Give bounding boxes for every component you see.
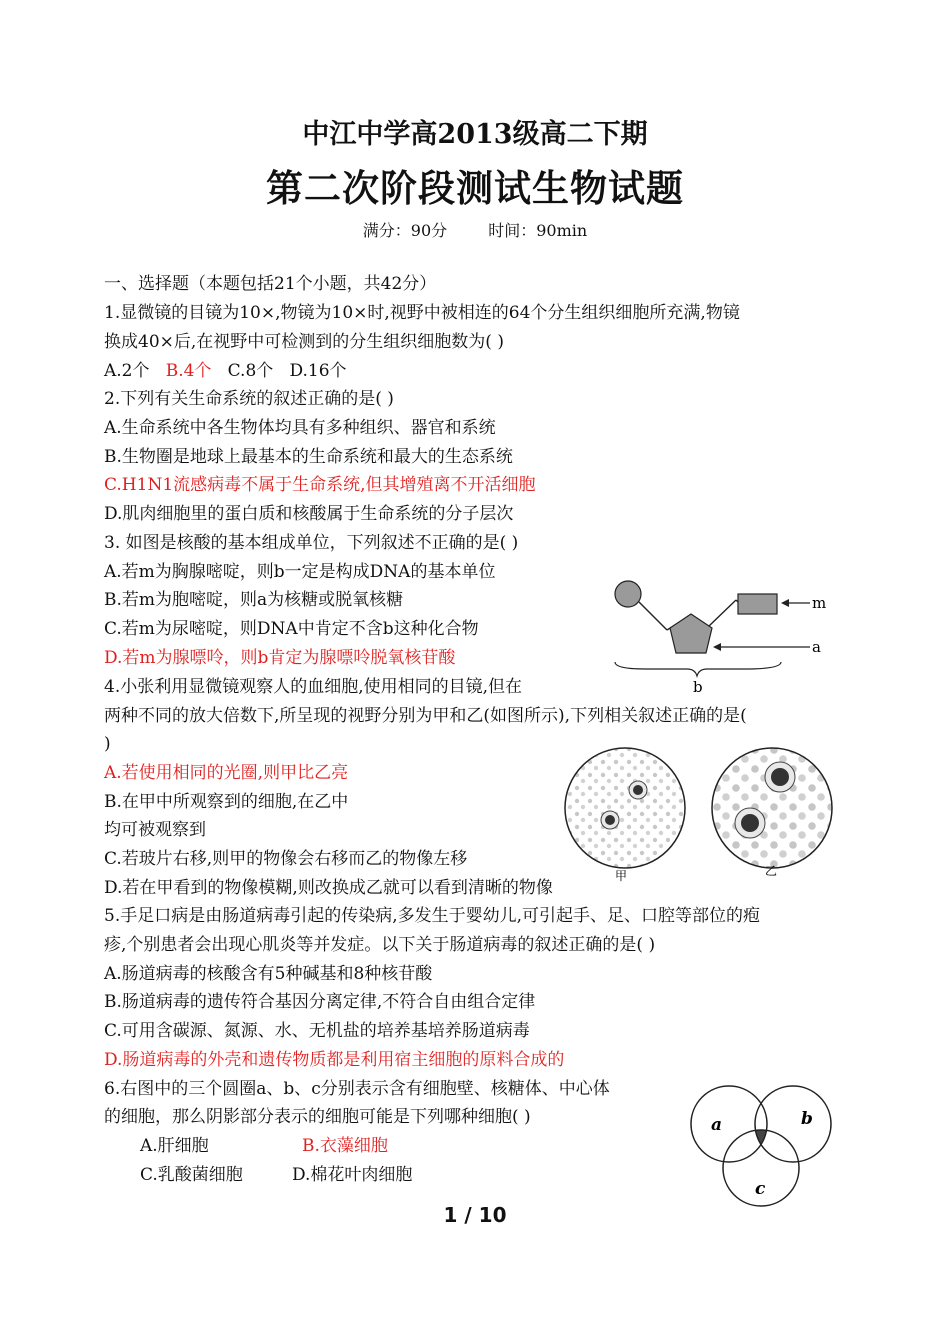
exam-title: 第二次阶段测试生物试题 xyxy=(266,166,684,210)
q4-option-a: A.若使用相同的光圈,则甲比乙亮 xyxy=(104,763,349,783)
q5-stem-line1: 5.手足口病是由肠道病毒引起的传染病,多发生于婴幼儿,可引起手、足、口腔等部位的疱 xyxy=(104,906,761,926)
exam-meta xyxy=(0,218,950,241)
q6-options-row1 xyxy=(140,1134,209,1158)
q1-option-d: D.16个 xyxy=(289,361,347,381)
q5-option-a: A.肠道病毒的核酸含有5种碱基和8种核苷酸 xyxy=(104,964,433,984)
q6-option-d: D.棉花叶肉细胞 xyxy=(292,1165,413,1185)
q4-stem-line1: 4.小张利用显微镜观察人的血细胞,使用相同的目镜,但在 xyxy=(104,677,523,697)
label-jia: 甲 xyxy=(615,869,628,883)
full-score: 满分：90分 xyxy=(362,221,448,240)
exam-time: 时间：90min xyxy=(488,221,588,240)
pentose-pentagon xyxy=(670,614,712,653)
q4-option-b-line1: B.在甲中所观察到的细胞,在乙中 xyxy=(104,792,349,812)
q4-option-b-line2: 均可被观察到 xyxy=(104,820,206,840)
q3-option-d: D.若m为腺嘌呤，则b肯定为腺嘌呤脱氧核苷酸 xyxy=(104,648,456,668)
q2-stem: 2.下列有关生命系统的叙述正确的是( ) xyxy=(104,389,394,409)
q4-stem-line3: ) xyxy=(104,734,111,754)
school-title: 中江中学高2013级高二下期 xyxy=(302,119,648,150)
q1-options xyxy=(104,359,347,383)
q6-stem-line2: 的细胞，那么阴影部分表示的细胞可能是下列哪种细胞( ) xyxy=(104,1107,531,1127)
q4-option-c: C.若玻片右移,则甲的物像会右移而乙的物像左移 xyxy=(104,849,468,869)
q6-stem-line1: 6.右图中的三个圆圈a、b、c分别表示含有细胞壁、核糖体、中心体 xyxy=(104,1079,610,1099)
q2-option-c: C.H1N1流感病毒不属于生命系统,但其增殖离不开活细胞 xyxy=(104,475,536,495)
microscope-fields xyxy=(560,745,850,885)
q2-option-a: A.生命系统中各生物体均具有多种组织、器官和系统 xyxy=(104,418,496,438)
q4-option-d: D.若在甲看到的物像模糊,则改换成乙就可以看到清晰的物像 xyxy=(104,878,553,898)
q6-option-a: A.肝细胞 xyxy=(140,1136,209,1156)
label-b: b xyxy=(693,678,703,696)
section-heading: 一、选择题（本题包括21个小题，共42分） xyxy=(104,274,437,294)
q3-stem: 3. 如图是核酸的基本组成单位，下列叙述不正确的是( ) xyxy=(104,533,519,553)
q5-option-d: D.肠道病毒的外壳和遗传物质都是利用宿主细胞的原料合成的 xyxy=(104,1050,565,1070)
q5-option-b: B.肠道病毒的遗传符合基因分离定律,不符合自由组合定律 xyxy=(104,992,536,1012)
label-a: a xyxy=(812,638,821,656)
venn-label-b: b xyxy=(801,1109,813,1129)
q1-option-a: A.2个 xyxy=(104,361,150,381)
q5-stem-line2: 疹,个别患者会出现心肌炎等并发症。以下关于肠道病毒的叙述正确的是( ) xyxy=(104,935,656,955)
venn-label-a: a xyxy=(711,1115,723,1135)
field-jia xyxy=(565,748,685,883)
q6-option-c: C.乳酸菌细胞 xyxy=(140,1165,243,1185)
page-number: 1 / 10 xyxy=(443,1203,507,1227)
bracket xyxy=(615,662,781,676)
q1-stem-line1: 1.显微镜的目镜为10×,物镜为10×时,视野中被相连的64个分生组织细胞所充满,物镜 xyxy=(104,303,740,323)
label-yi: 乙 xyxy=(765,864,778,878)
q2-option-d: D.肌肉细胞里的蛋白质和核酸属于生命系统的分子层次 xyxy=(104,504,514,524)
q1-option-c: C.8个 xyxy=(227,361,274,381)
nucleotide-diagram xyxy=(605,572,850,697)
base-rectangle xyxy=(738,594,777,614)
q3-option-c: C.若m为尿嘧啶，则DNA中肯定不含b这种化合物 xyxy=(104,619,479,639)
phosphate-circle xyxy=(615,581,641,607)
q1-stem-line2: 换成40×后,在视野中可检测到的分生组织细胞数为( ) xyxy=(104,332,504,352)
q1-option-b: B.4个 xyxy=(165,361,212,381)
venn-diagram xyxy=(685,1082,845,1212)
q5-option-c: C.可用含碳源、氮源、水、无机盐的培养基培养肠道病毒 xyxy=(104,1021,530,1041)
venn-label-c: c xyxy=(755,1179,766,1199)
field-yi xyxy=(712,748,832,878)
label-m: m xyxy=(812,594,827,612)
q6-option-b: B.衣藻细胞 xyxy=(302,1136,388,1156)
q4-stem-line2: 两种不同的放大倍数下,所呈现的视野分别为甲和乙(如图所示),下列相关叙述正确的是( xyxy=(104,706,747,726)
q3-option-a: A.若m为胸腺嘧啶，则b一定是构成DNA的基本单位 xyxy=(104,562,496,582)
q2-option-b: B.生物圈是地球上最基本的生命系统和最大的生态系统 xyxy=(104,447,513,467)
q3-option-b: B.若m为胞嘧啶，则a为核糖或脱氧核糖 xyxy=(104,590,404,610)
